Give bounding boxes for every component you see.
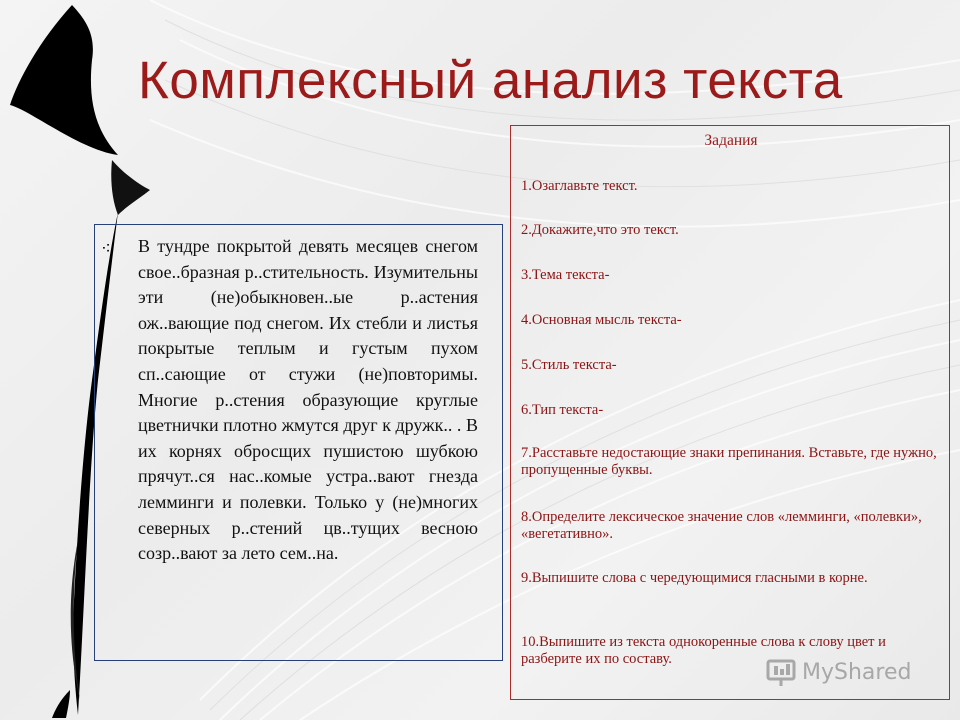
watermark-text: MyShared [802, 659, 912, 685]
passage-text: В тундре покрытой девять месяцев снегом свое..бразная р..стительность. Изумительны эти (не)обыкновен..ые р..астения ож..вающие под снегом. Их стебли и листья покрытые теплым и густым пухом сп..сающие от стужи (не)повторимы. Многие р..стения образующие круглые цветнички плотно жмутся друг к дружк.. . В их корнях обросщих пушистою шубкою прячут..ся нас..комые устра..вают гнезда лемминги и полевки. Только у (не)многих северных р..стений цв..тущих весною созр..вают за лето сем..на. [138, 236, 478, 564]
task-item-7: 7.Расставьте недостающие знаки препинания. Вставьте, где нужно, пропущенные буквы. [521, 445, 937, 478]
bullet-marker: ⁖ [101, 239, 111, 259]
presentation-board-icon [764, 655, 798, 689]
passage-box [94, 224, 503, 661]
task-item-6: 6.Тип текста- [521, 402, 604, 418]
tasks-heading: Задания [704, 132, 758, 149]
task-item-4: 4.Основная мысль текста- [521, 312, 682, 328]
task-item-8: 8.Определите лексическое значение слов «лемминги, «полевки», «вегетативно». [521, 509, 922, 542]
task-item-2: 2.Докажите,что это текст. [521, 222, 679, 238]
task-item-1: 1.Озаглавьте текст. [521, 178, 638, 194]
tasks-box [510, 125, 950, 700]
task-item-5: 5.Стиль текста- [521, 357, 617, 373]
task-item-10: 10.Выпишите из текста однокоренные слова к слову цвет и разберите их по составу. [521, 634, 886, 667]
task-item-3: 3.Тема текста- [521, 267, 610, 283]
task-item-9: 9.Выпишите слова с чередующимися гласными в корне. [521, 570, 868, 586]
myshared-watermark [764, 655, 911, 689]
page-title: Комплексный анализ текста [138, 51, 843, 110]
